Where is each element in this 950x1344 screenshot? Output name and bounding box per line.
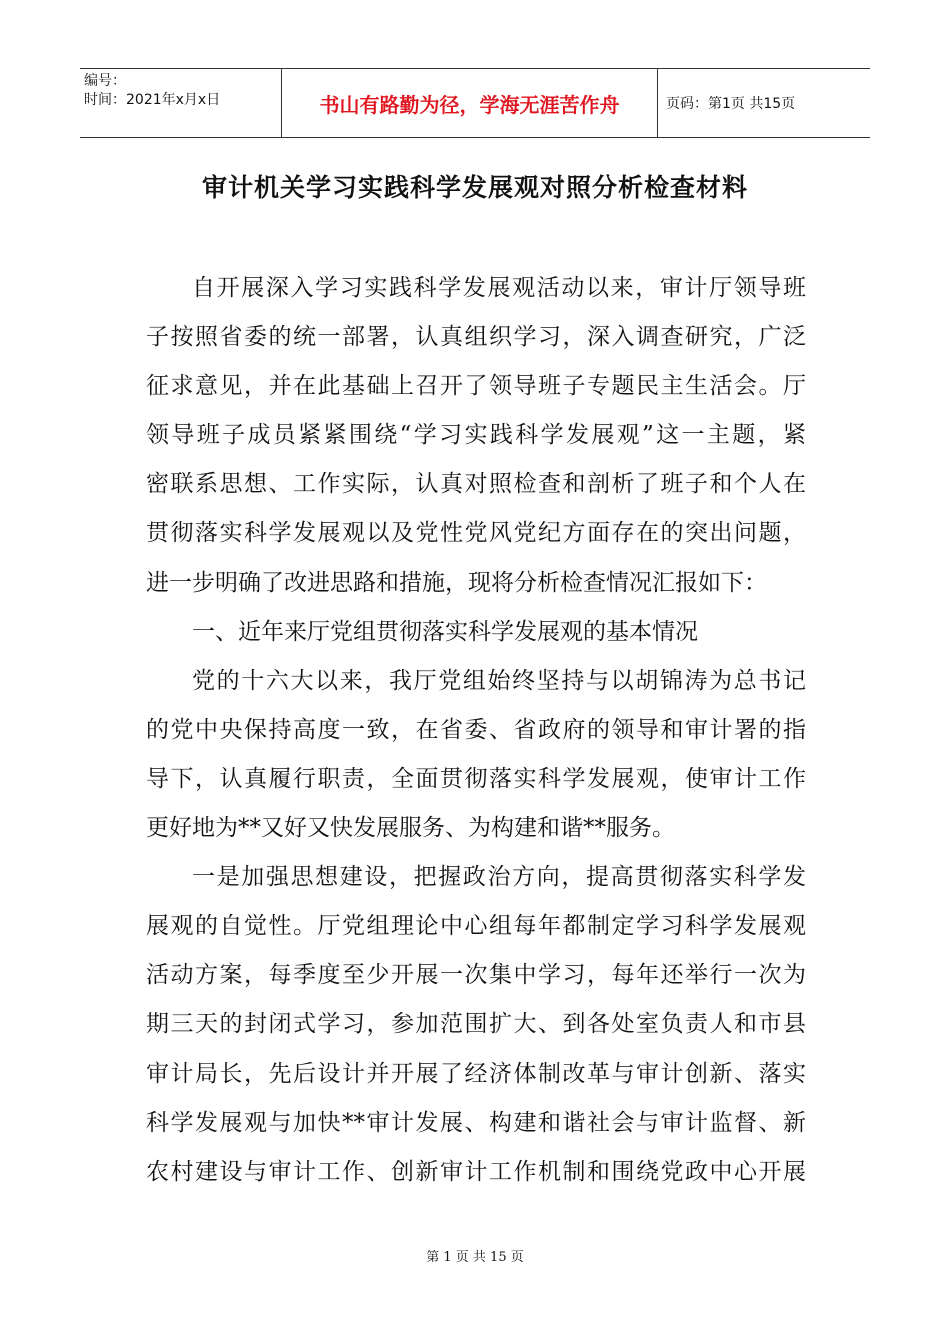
page-header (80, 68, 870, 138)
text-line: 更好地为**又好又快发展服务、为构建和谐**服务。 (146, 815, 675, 842)
text-line: 子按照省委的统一部署，认真组织学习，深入调查研究，广泛 (146, 324, 806, 351)
text-line: 一是加强思想建设，把握政治方向，提高贯彻落实科学发 (192, 864, 806, 891)
text-line: 导下，认真履行职责，全面贯彻落实科学发展观，使审计工作 (146, 765, 806, 792)
text-line: 农村建设与审计工作、创新审计工作机制和围绕党政中心开展 (146, 1158, 806, 1185)
text-line: 领导班子成员紧紧围绕“学习实践科学发展观”这一主题，紧 (146, 422, 806, 449)
text-line: 进一步明确了改进思路和措施，现将分析检查情况汇报如下： (146, 569, 767, 596)
text-line: 科学发展观与加快**审计发展、构建和谐社会与审计监督、新 (146, 1109, 806, 1136)
header-meta (80, 69, 282, 137)
header-motto: 书山有路勤为径，学海无涯苦作舟 (282, 69, 658, 137)
document-number: 编号： (84, 73, 126, 89)
text-line: 贯彻落实科学发展观以及党性党风党纪方面存在的突出问题， (146, 520, 806, 547)
text-line: 的党中央保持高度一致，在省委、省政府的领导和审计署的指 (146, 716, 806, 743)
header-page-info: 页码：第1页 共15页 (666, 96, 796, 112)
text-line: 密联系思想、工作实际，认真对照检查和剖析了班子和个人在 (146, 471, 806, 498)
page-footer: 第 1 页 共 15 页 (426, 1250, 524, 1265)
text-line: 展观的自觉性。厅党组理论中心组每年都制定学习科学发展观 (146, 913, 806, 940)
text-line: 征求意见，并在此基础上召开了领导班子专题民主生活会。厅 (146, 373, 806, 400)
text-line: 期三天的封闭式学习，参加范围扩大、到各处室负责人和市县 (146, 1011, 806, 1038)
text-line: 党的十六大以来，我厅党组始终坚持与以胡锦涛为总书记 (192, 667, 806, 694)
document-body (146, 264, 806, 1197)
text-line: 活动方案，每季度至少开展一次集中学习，每年还举行一次为 (146, 962, 806, 989)
text-line: 自开展深入学习实践科学发展观活动以来，审计厅领导班 (192, 275, 806, 301)
text-line: 审计局长，先后设计并开展了经济体制改革与审计创新、落实 (146, 1060, 806, 1087)
document-time: 时间：2021年x月x日 (84, 92, 221, 108)
document-title: 审计机关学习实践科学发展观对照分析检查材料 (201, 173, 748, 202)
section-heading: 一、近年来厅党组贯彻落实科学发展观的基本情况 (192, 618, 698, 645)
